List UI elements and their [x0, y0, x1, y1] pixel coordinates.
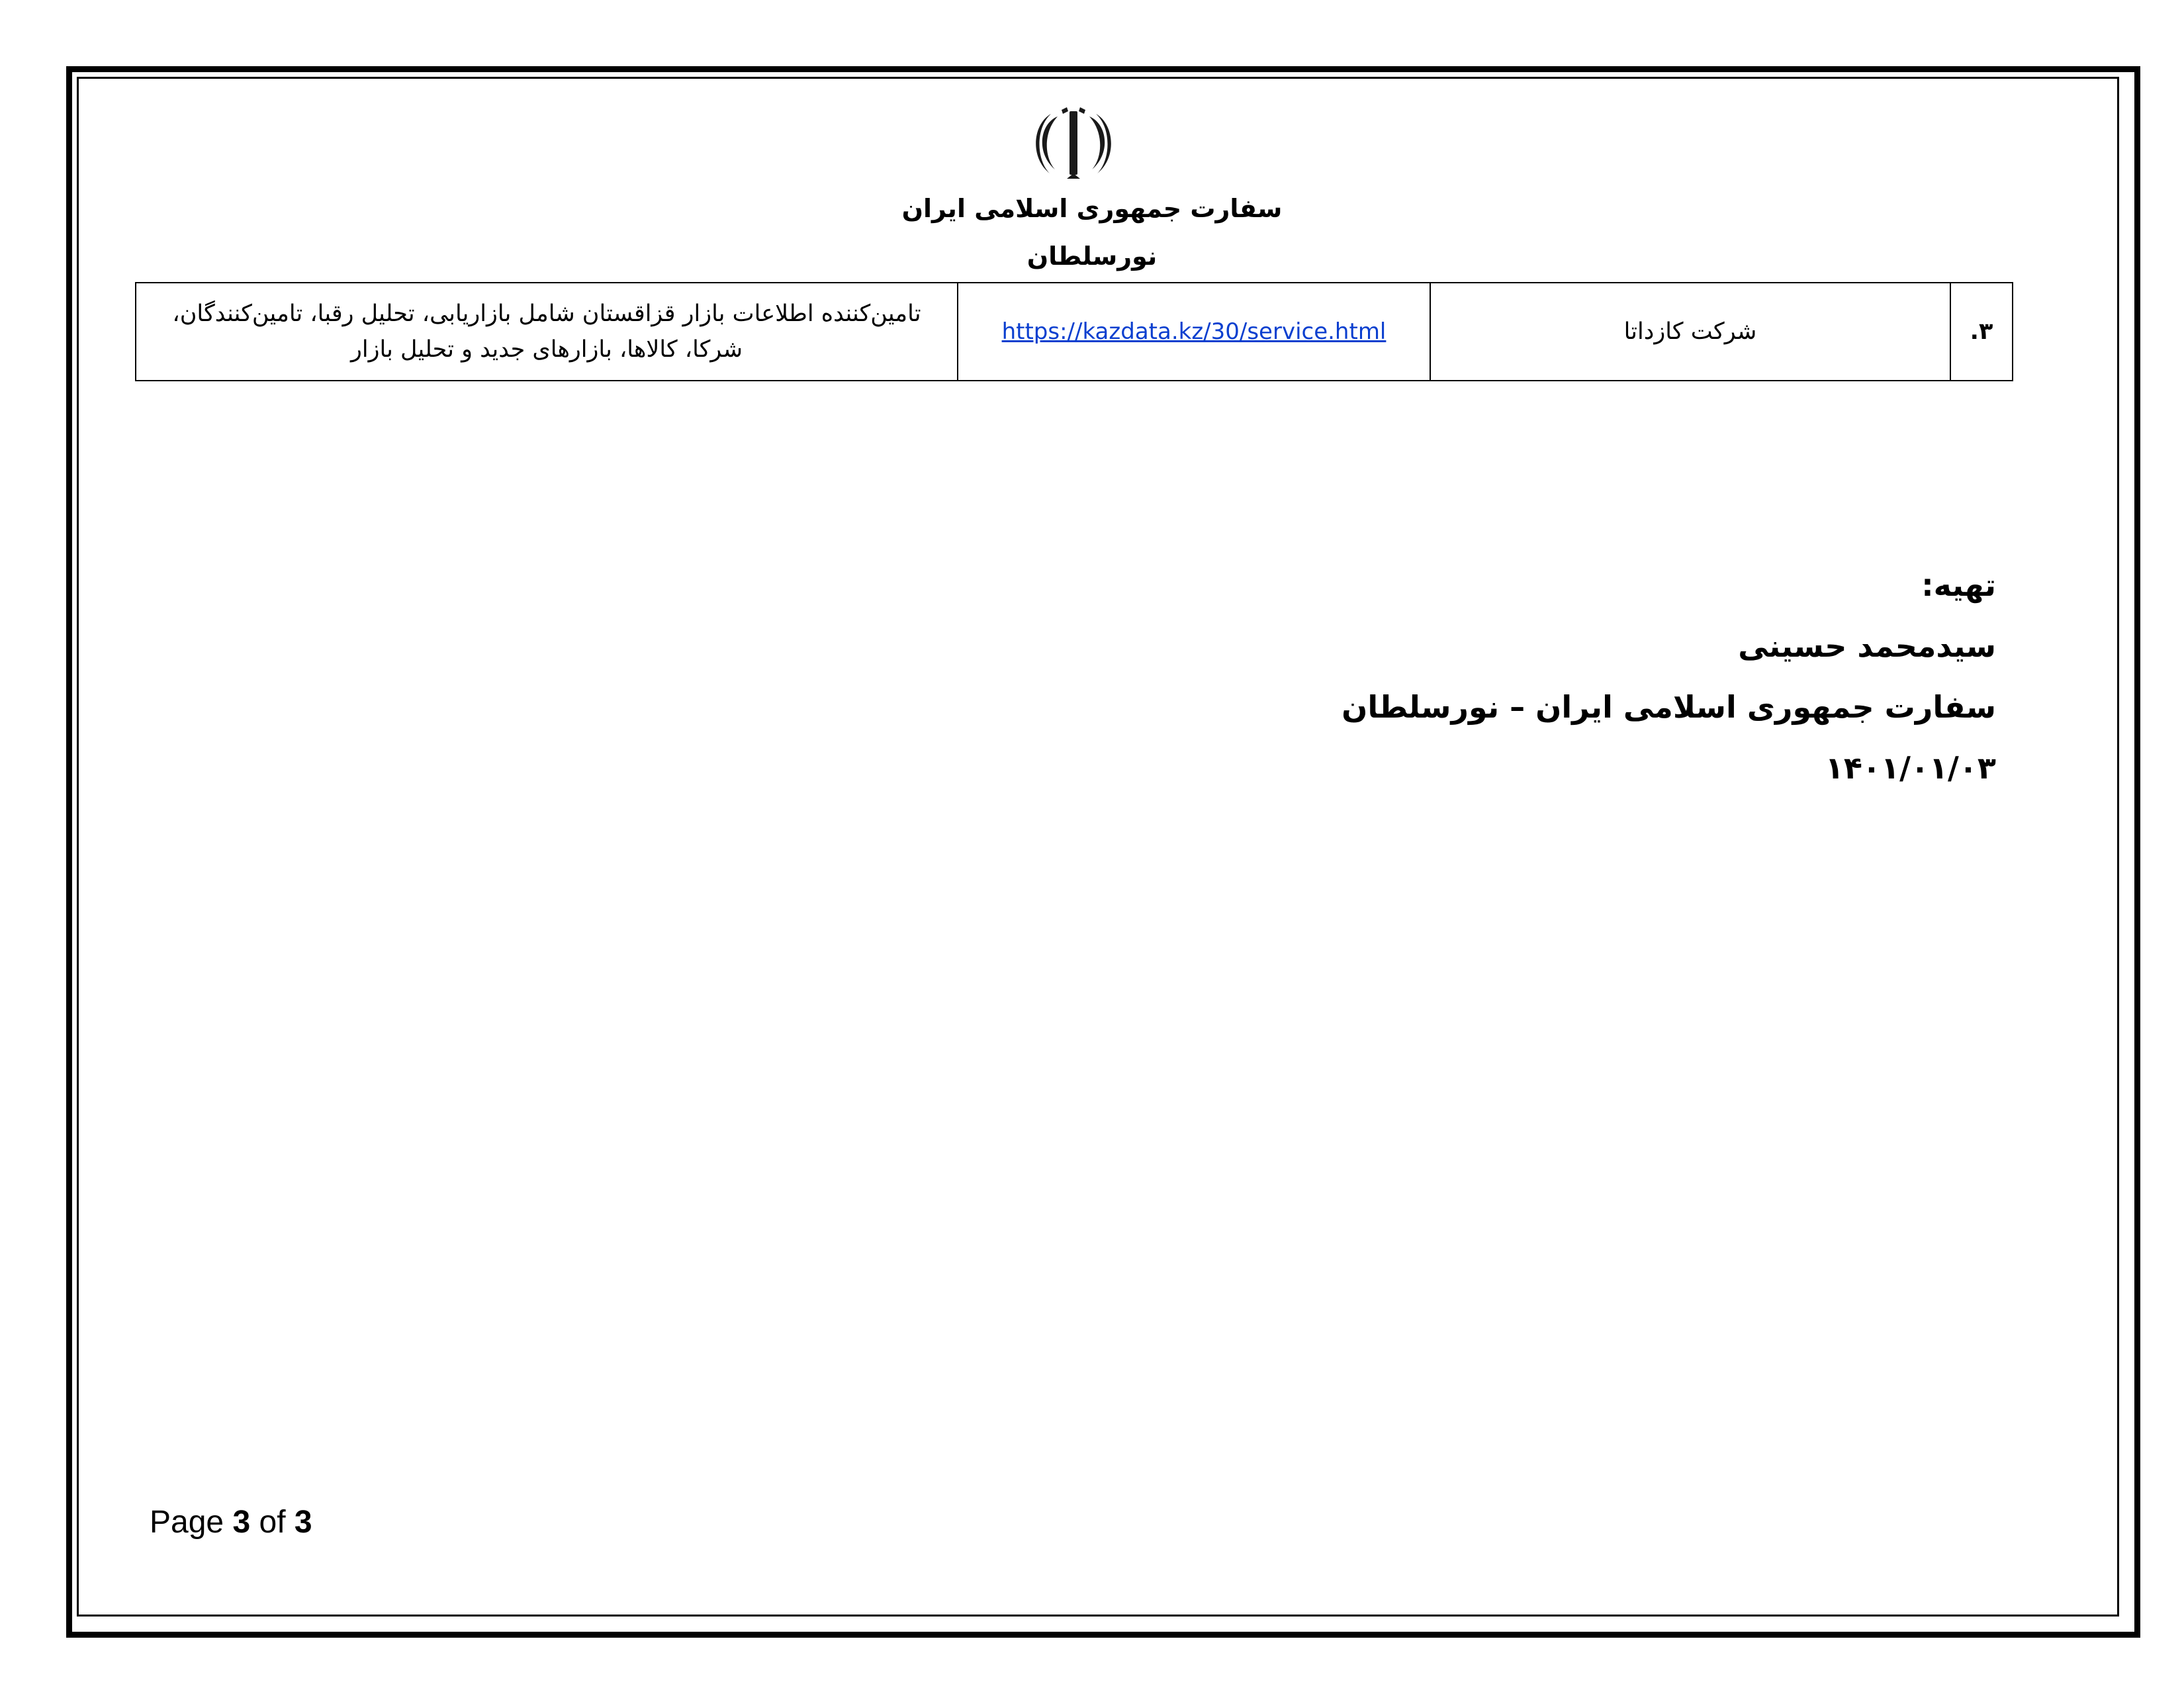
of-word: of	[259, 1505, 286, 1540]
iran-emblem-icon	[1031, 105, 1116, 180]
current-page-number: 3	[232, 1505, 251, 1540]
prepared-by-block	[1069, 555, 1996, 798]
page-number-footer	[150, 1503, 312, 1542]
company-name-cell: شرکت کازداتا	[1430, 283, 1950, 381]
company-table	[135, 282, 2013, 381]
page-word: Page	[150, 1505, 224, 1540]
embassy-city: نورسلطان	[1026, 242, 1158, 271]
prepared-date: ۱۴۰۱/۰۱/۰۳	[1825, 750, 1996, 786]
embassy-title: سفارت جمهوری اسلامی ایران	[901, 194, 1283, 223]
preparer-organization: سفارت جمهوری اسلامی ایران – نورسلطان	[1342, 689, 1996, 725]
table-row	[136, 283, 2013, 381]
prepared-label: تهیه:	[1921, 567, 1996, 603]
company-url-link[interactable]: https://kazdata.kz/30/service.html	[1001, 318, 1387, 345]
preparer-name: سیدمحمد حسینی	[1738, 628, 1996, 664]
company-description-cell	[136, 283, 958, 381]
total-page-count: 3	[294, 1505, 312, 1540]
description-line-1: تامین‌کننده اطلاعات بازار قزاقستان شامل بازاریابی، تحلیل رقبا، تامین‌کنندگان،	[172, 301, 921, 327]
row-number: ۳.	[1950, 283, 2013, 381]
description-line-2: شرکا، کالاها، بازارهای جدید و تحلیل بازار	[350, 336, 743, 363]
company-url-cell	[958, 283, 1430, 381]
